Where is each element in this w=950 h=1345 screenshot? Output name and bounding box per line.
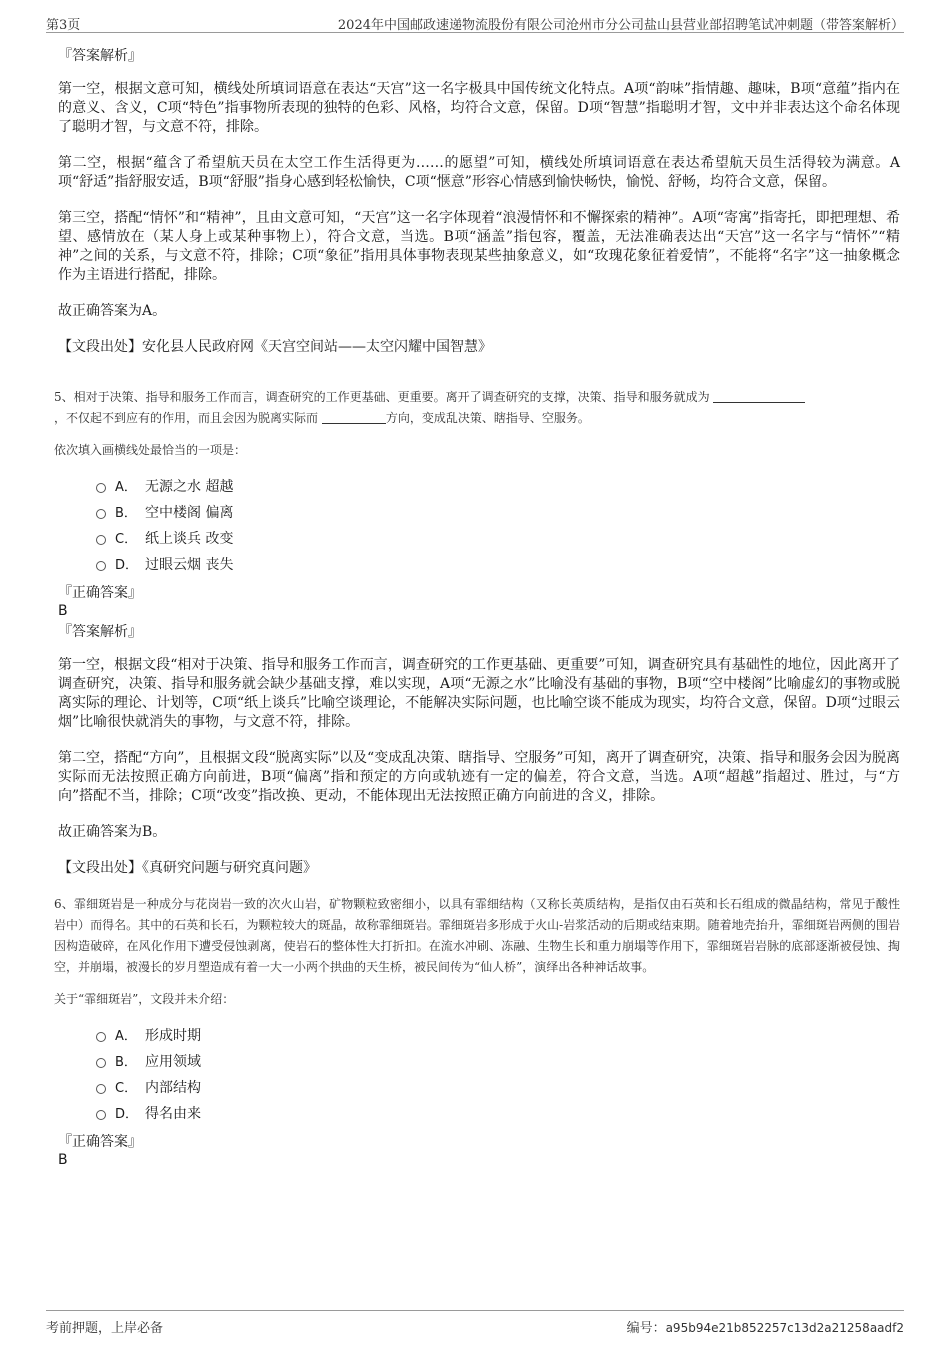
analysis-paragraph: 第一空，根据文段“相对于决策、指导和服务工作而言，调查研究的工作更基础、更重要”可知，调查研究具有基础性的地位，因此离开了调查研究，决策、指导和服务就会缺少基础支撑，难以实现，A项“无源之水”比喻没有基础的事物，B项“空中楼阁”比喻虚幻的事物或脱离实际的理论、计划等，C项“纸上谈兵”比喻空谈理论，不能解决实际问题，也比喻空谈不能成为现实，均符合文意，保留。D项“过眼云烟”比喻很快就消失的事物，与文意不符，排除。 [58, 657, 900, 730]
question-5-stem: 5、相对于决策、指导和服务工作而言，调查研究的工作更基础、更重要。离开了调查研究的支撑，决策、指导和服务就成为 ，不仅起不到应有的作用，而且会因为脱离实际而 方向，变成乱决策、瞎指导、空服务。 [54, 387, 900, 429]
option-d[interactable]: D． 过眼云烟 丧失 [58, 552, 900, 578]
question-5-options [58, 474, 900, 578]
option-c[interactable]: C． 纸上谈兵 改变 [58, 526, 900, 552]
fill-blank [713, 389, 805, 403]
question-6-prompt: 关于“霏细斑岩”，文段并未介绍： [54, 992, 235, 1006]
correct-answer: B [58, 603, 68, 619]
radio-button[interactable] [96, 535, 106, 545]
question-6-options [58, 1023, 900, 1127]
option-a[interactable]: A． 无源之水 超越 [58, 474, 900, 500]
radio-button[interactable] [96, 509, 106, 519]
source-citation: 【文段出处】安化县人民政府网《天宫空间站——太空闪耀中国智慧》 [58, 339, 492, 355]
answer-conclusion: 故正确答案为A。 [58, 303, 167, 319]
page-number: 第3页 [46, 18, 81, 33]
answer-conclusion: 故正确答案为B。 [58, 824, 167, 840]
analysis-tag: 『答案解析』 [58, 48, 142, 64]
footer-slogan: 考前押题，上岸必备 [46, 1321, 164, 1336]
radio-button[interactable] [96, 1110, 106, 1120]
analysis-paragraph: 第一空，根据文意可知，横线处所填词语意在表达“天宫”这一名字极具中国传统文化特点。A项“韵味”指情趣、趣味，B项“意蕴”指内在的意义、含义，C项“特色”指事物所表现的独特的色彩、风格，均符合文意，保留。D项“智慧”指聪明才智，文中并非表达这个命名体现了聪明才智，与文意不符，排除。 [58, 81, 900, 135]
document-title: 2024年中国邮政速递物流股份有限公司沧州市分公司盐山县营业部招聘笔试冲刺题（带答案解析） [337, 18, 904, 33]
page-content [54, 47, 900, 1169]
page-footer [46, 1310, 904, 1335]
answer-tag: 『正确答案』 [58, 1134, 142, 1150]
question-6-stem: 6、霏细斑岩是一种成分与花岗岩一致的次火山岩，矿物颗粒致密细小，以具有霏细结构（又称长英质结构，是指仅由石英和长石组成的微晶结构，常见于酸性岩中）而得名。其中的石英和长石，为颗粒较大的斑晶，故称霏细斑岩。霏细斑岩多形成于火山-岩浆活动的后期或结束期。随着地壳抬升，霏细斑岩两侧的围岩因构造破碎，在风化作用下遭受侵蚀剥离，使岩石的整体性大打折扣。在流水冲刷、冻融、生物生长和重力崩塌等作用下，霏细斑岩岩脉的底部逐渐被侵蚀、掏空，并崩塌，被漫长的岁月塑造成有着一大一小两个拱曲的天生桥，被民间传为“仙人桥”，演绎出各种神话故事。 [54, 897, 900, 974]
page-header [46, 10, 904, 33]
answer-tag: 『正确答案』 [58, 585, 142, 601]
correct-answer: B [58, 1152, 68, 1168]
analysis-paragraph: 第二空，根据“蕴含了希望航天员在太空工作生活得更为……的愿望”可知，横线处所填词语意在表达希望航天员生活得较为满意。A项“舒适”指舒服安适，B项“舒服”指身心感到轻松愉快，C项“惬意”形容心情感到愉快畅快，愉悦、舒畅，均符合文意，保留。 [58, 155, 900, 190]
analysis-tag: 『答案解析』 [58, 624, 142, 640]
analysis-paragraph: 第三空，搭配“情怀”和“精神”，且由文意可知，“天宫”这一名字体现着“浪漫情怀和不懈探索的精神”。A项“寄寓”指寄托，即把理想、希望、感情放在（某人身上或某种事物上），符合文意，当选。B项“涵盖”指包容，覆盖，无法准确表达出“天宫”这一名字与“情怀”“精神”之间的关系，与文意不符，排除；C项“象征”指用具体事物表现某些抽象意义，如“玫瑰花象征着爱情”，不能将“名字”这一抽象概念作为主语进行搭配，排除。 [58, 210, 900, 283]
radio-button[interactable] [96, 561, 106, 571]
radio-button[interactable] [96, 483, 106, 493]
option-d[interactable]: D． 得名由来 [58, 1101, 900, 1127]
analysis-paragraph: 第二空，搭配“方向”，且根据文段“脱离实际”以及“变成乱决策、瞎指导、空服务”可知，离开了调查研究，决策、指导和服务会因为脱离实际而无法按照正确方向前进，B项“偏离”指和预定的方向或轨迹有一定的偏差，符合文意，当选。A项“超越”指超过、胜过，与“方向”搭配不当，排除；C项“改变”指改换、更动，不能体现出无法按照正确方向前进的含义，排除。 [58, 750, 900, 804]
option-a[interactable]: A． 形成时期 [58, 1023, 900, 1049]
radio-button[interactable] [96, 1032, 106, 1042]
question-5-prompt: 依次填入画横线处最恰当的一项是： [54, 443, 247, 457]
option-b[interactable]: B． 空中楼阁 偏离 [58, 500, 900, 526]
document-code: 编号：a95b94e21b852257c13d2a21258aadf2 [626, 1321, 904, 1336]
source-citation: 【文段出处】《真研究问题与研究真问题》 [58, 860, 317, 876]
radio-button[interactable] [96, 1058, 106, 1068]
option-c[interactable]: C． 内部结构 [58, 1075, 900, 1101]
option-b[interactable]: B． 应用领域 [58, 1049, 900, 1075]
fill-blank [322, 410, 386, 424]
radio-button[interactable] [96, 1084, 106, 1094]
